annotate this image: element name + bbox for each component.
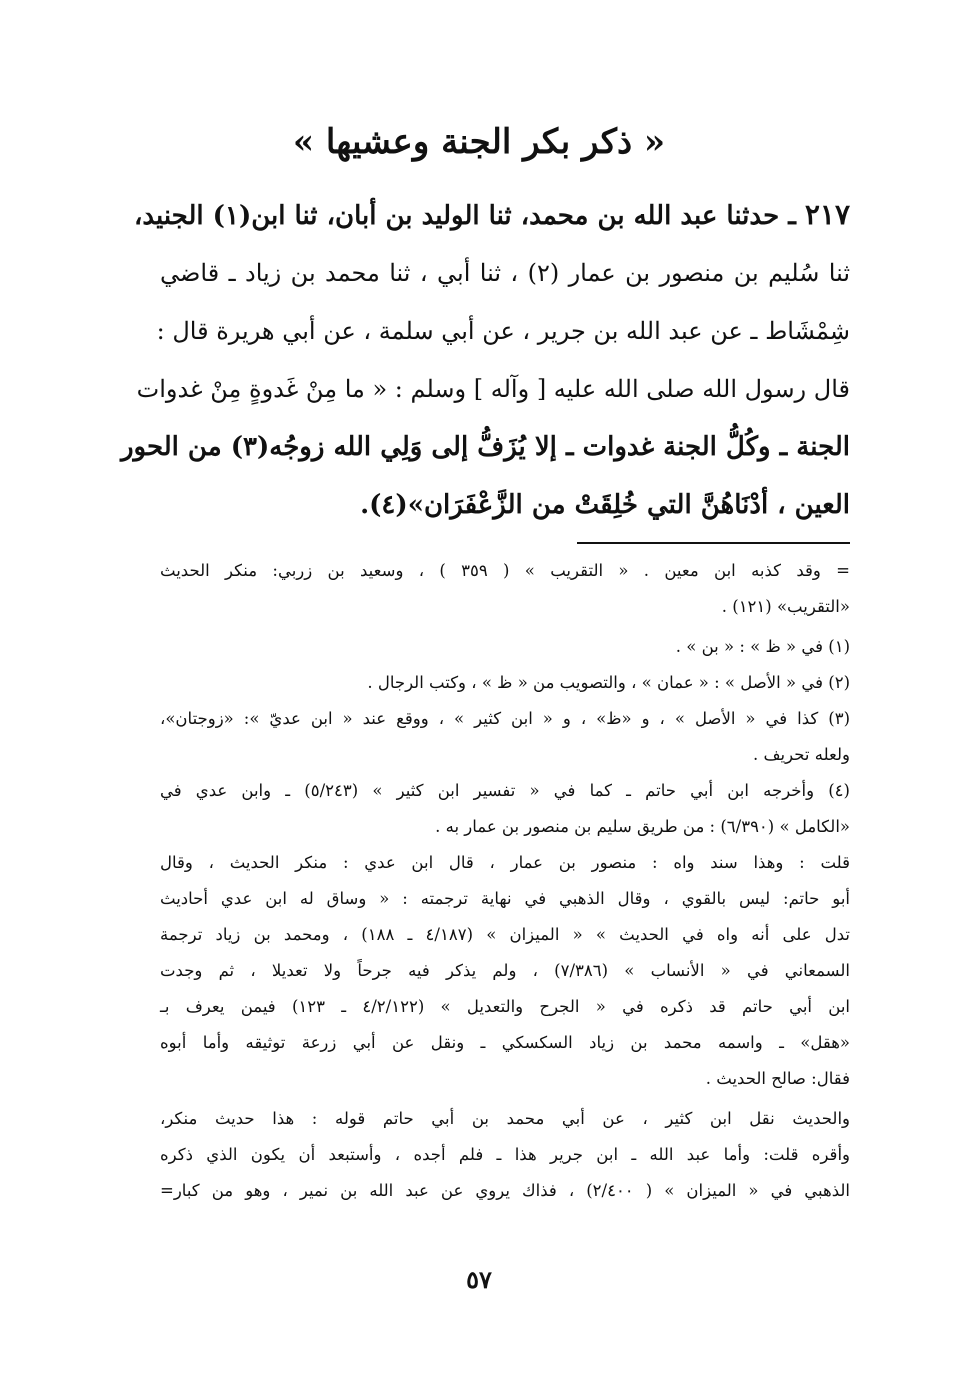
comment-line: «هقل» ـ واسمه محمد بن زياد السكسكي ـ ونقل عن أبي زرعة توثيقه وأما أبوه bbox=[160, 1033, 850, 1052]
footnotes bbox=[160, 553, 850, 1209]
hadith-line: قال رسول الله صلى الله عليه [ وآله ] وسلم : « ما مِنْ غَدوةٍ مِنْ غدوات bbox=[136, 375, 850, 403]
footnote-4-line: (٤) وأخرجه ابن أبي حاتم ـ كما في « تفسير ابن كثير » (٥/٢٤٣) ـ وابن عدي في bbox=[160, 781, 850, 800]
hadith-line: ثنا سُليم بن منصور بن عمار (٢) ، ثنا أبي ، ثنا محمد بن زياد ـ قاضي bbox=[160, 259, 850, 287]
comment-line: فقال: صالح الحديث . bbox=[705, 1069, 850, 1088]
comment-line: ابن أبي حاتم قد ذكره في « الجرح والتعديل » (٤/٢/١٢٢ ـ ١٢٣) فيمن يعرف بـ bbox=[160, 997, 851, 1016]
page-number: ٥٧ bbox=[466, 1265, 492, 1294]
comment-line: أبو حاتم: ليس بالقوي ، وقال الذهبي في نهاية ترجمته : « وساق له ابن عدي أحاديث bbox=[160, 889, 850, 908]
hadith-text bbox=[120, 192, 850, 540]
footnote-3-line: (٣) كذا في « الأصل » ، و «ظ» ، و « ابن كثير » ، ووقع عند « ابن عديّ »: «زوجتان»، bbox=[160, 709, 850, 728]
footnote-2: (٢) في « الأصل » : « عمان » ، والتصويب من « ظ » ، وكتب الرجال . bbox=[367, 673, 850, 692]
comment-line: والحديث نقل ابن كثير ، عن أبي محمد بن أبي حاتم قوله : هذا حديث منكر، bbox=[160, 1109, 850, 1128]
section-title: « ذكر بكر الجنة وعشيها » bbox=[292, 122, 666, 162]
comment-line: وأقره قلت: وأما عبد الله ـ ابن جرير هذا ـ فلم أجده ، وأستبعد أن يكون الذي ذكره bbox=[160, 1145, 850, 1164]
footnote-continuation-line: «التقريب» (١٢١) . bbox=[721, 597, 850, 616]
footnote-1: (١) في « ظ » : « بن » . bbox=[675, 637, 850, 656]
comment-line: تدل على أنه واه في الحديث » « الميزان » (٤/١٨٧ ـ ١٨٨) ، ومحمد بن زياد ترجمة bbox=[160, 925, 850, 944]
footnote-4-line: «الكامل » (٦/٣٩٠) : من طريق سليم بن منصور بن عمار به . bbox=[435, 817, 850, 836]
footnote-3-line: ولعله تحريف . bbox=[752, 745, 850, 764]
comment-line: الذهبي في « الميزان » ( ٢/٤٠٠) ، فذاك يروي عن عبد الله بن نمير ، وهو من كبار= bbox=[160, 1181, 850, 1200]
footnote-divider bbox=[577, 542, 850, 544]
footnote-continuation-line: = وقد كذبه ابن معين . « التقريب » ( ٣٥٩ ) ، وسعيد بن زربي: منكر الحديث bbox=[160, 561, 850, 580]
comment-line: قلت : وهذا سند واه : منصور بن عمار ، قال ابن عدي : منكر الحديث ، وقال bbox=[160, 853, 850, 872]
hadith-line bbox=[133, 192, 850, 250]
hadith-line: الجنة ـ وكُلُّ الجنة غدوات ـ إلا يُزَفُّ إلى وَلِي الله زوجُه(٣) من الحور bbox=[120, 432, 850, 462]
hadith-number: ٢١٧ bbox=[804, 198, 850, 231]
hadith-line: شِمْشَاط ـ عن عبد الله بن جرير ، عن أبي سلمة ، عن أبي هريرة قال : bbox=[156, 317, 850, 345]
hadith-line-text: ـ حدثنا عبد الله بن محمد، ثنا الوليد بن أبان، ثنا ابن(١) الجنيد، bbox=[133, 201, 796, 231]
comment-line: السمعاني في « الأنساب » (٧/٣٨٦) ، ولم يذكر فيه جرحاً ولا تعديلا ، ثم وجدت bbox=[160, 961, 850, 980]
hadith-line: العين ، أدْنَاهُنَّ التي خُلِقَتْ من الزَّعْفَرَان»(٤). bbox=[360, 490, 850, 520]
